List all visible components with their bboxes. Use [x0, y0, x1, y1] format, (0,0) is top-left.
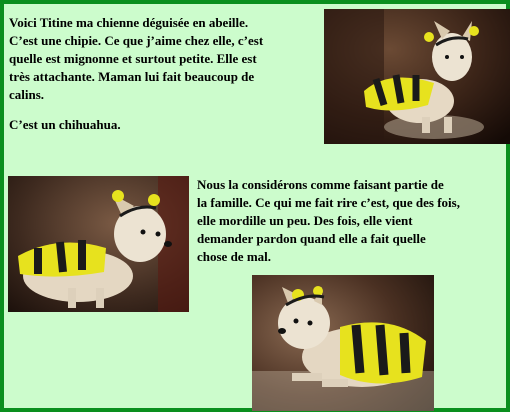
text-line: calins. [9, 87, 45, 102]
text-line: chose de mal. [197, 249, 272, 264]
text-line: elle mordille un peu. Des fois, elle vient [197, 213, 413, 228]
text-line: très attachante. Maman lui fait beaucoup de [9, 69, 255, 84]
text-line: Voici Titine ma chienne déguisée en abeille. [9, 15, 249, 30]
paragraph-family [197, 176, 507, 266]
paragraph-intro [9, 14, 314, 134]
dog-photo-image [252, 275, 434, 411]
spacer [9, 104, 314, 116]
text-line: C’est une chipie. Ce que j’aime chez elle, c’est [9, 33, 264, 48]
dog-photo-image [8, 176, 189, 312]
text-line: Nous la considérons comme faisant partie de [197, 177, 444, 192]
dog-photo-image [324, 9, 510, 144]
photo-dog-sitting [324, 9, 510, 144]
text-line: quelle est mignonne et surtout petite. Elle est [9, 51, 257, 66]
text-line: la famille. Ce qui me fait rire c’est, que des fois, [197, 195, 460, 210]
text-line: demander pardon quand elle a fait quelle [197, 231, 426, 246]
text-line: C’est un chihuahua. [9, 117, 121, 132]
photo-dog-looking-right [8, 176, 189, 312]
photo-dog-lying [252, 275, 434, 411]
